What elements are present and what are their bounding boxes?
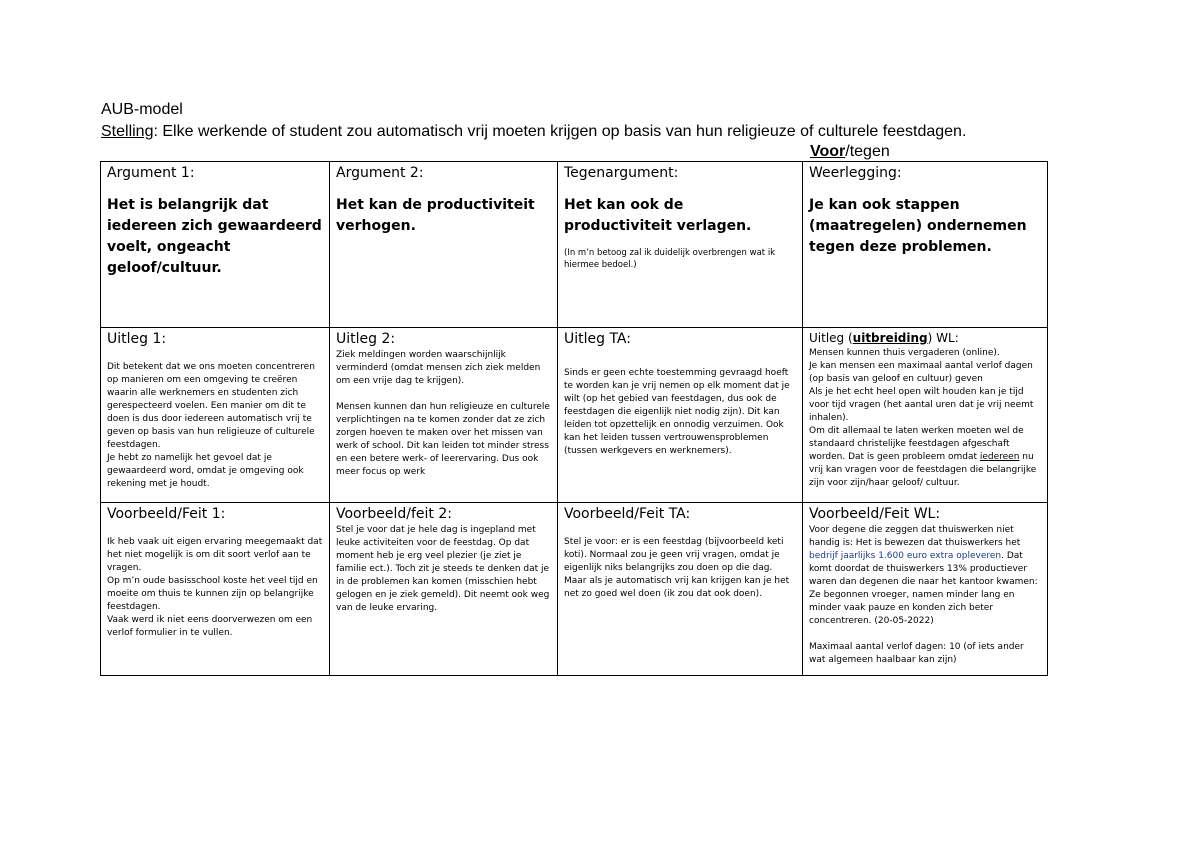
body-part: nu vrij kan vragen voor de feestdagen die belangrijke zijn voor zijn/haar geloof/ cultuur. xyxy=(809,452,1037,488)
cell-header xyxy=(809,331,1041,345)
stelling-line xyxy=(101,123,966,141)
header-underlined: uitbreiding xyxy=(852,331,928,345)
cell-voorbeeld-1 xyxy=(101,503,330,676)
cell-header: Voorbeeld/feit 2: xyxy=(336,506,452,522)
body-underlined: iedereen xyxy=(979,452,1020,462)
cell-header: Uitleg 2: xyxy=(336,331,396,347)
cell-uitleg-2 xyxy=(330,328,558,503)
cell-argument-1 xyxy=(101,162,330,328)
cell-body: Mensen kunnen dan hun religieuze en culturele verplichtingen na te komen zonder dat ze zich zorgen hoeven te maken over het missen van werk of school. Dit kan leiden tot minder stress en een betere werk- of leerervaring. Dus ook meer focus op werk xyxy=(336,402,550,477)
cell-body xyxy=(809,524,1041,628)
cell-uitleg-wl xyxy=(803,328,1048,503)
cell-body: Ik heb vaak uit eigen ervaring meegemaakt dat het niet mogelijk is om dit soort verlof aan te vragen. Op m’n oude basisschool koste het veel tijd en moeite om thuis te kunnen zijn op belangrijke feestdagen. Vaak werd ik niet eens doorverwezen om een verlof formulier in te vullen. xyxy=(107,537,323,638)
stance-rest: /tegen xyxy=(845,143,890,160)
stelling-label: Stelling xyxy=(101,123,154,140)
table-row xyxy=(101,162,1048,328)
stance-voor: Voor xyxy=(810,143,846,160)
cell-voorbeeld-ta xyxy=(558,503,803,676)
cell-voorbeeld-2 xyxy=(330,503,558,676)
cell-weerlegging xyxy=(803,162,1048,328)
cell-voorbeeld-wl xyxy=(803,503,1048,676)
cell-statement: Het kan de productiviteit verhogen. xyxy=(336,197,535,234)
table-row xyxy=(101,328,1048,503)
cell-header: Uitleg 1: xyxy=(107,331,167,347)
aub-table xyxy=(100,161,1048,676)
cell-note: (In m’n betoog zal ik duidelijk overbrengen wat ik hiermee bedoel.) xyxy=(564,248,776,270)
stelling-text: : Elke werkende of student zou automatisch vrij moeten krijgen op basis van hun religieuze of culturele feestdagen. xyxy=(153,123,967,140)
cell-body: Dit betekent dat we ons moeten concentreren op manieren om een omgeving te creëren waarin alle werknemers en studenten zich gerespecteerd voelen. Een manier om dit te doen is dus door iedereen automatisch vrij te geven op basis van hun religieuze of culturele feestdagen. Je hebt zo namelijk het gevoel dat je gewaardeerd word, omdat je omgeving ook rekening met je houdt. xyxy=(107,362,315,489)
cell-header: Voorbeeld/Feit WL: xyxy=(809,506,941,522)
cell-header: Argument 1: xyxy=(107,165,195,181)
header-part: ) WL: xyxy=(927,331,959,345)
cell-body: Ziek meldingen worden waarschijnlijk verminderd (omdat mensen zich ziek melden om een vrije dag te krijgen). xyxy=(336,350,541,386)
cell-statement: Je kan ook stappen (maatregelen) ondernemen tegen deze problemen. xyxy=(809,197,1027,255)
cell-body: Stel je voor dat je hele dag is ingepland met leuke activiteiten voor de feestdag. Op dat moment heb je erg veel plezier (je ziet je familie ect.). Toch zit je steeds te denken dat je in de problemen kan komen (misschien hebt gelogen en je ziek gemeld). Dit neemt ook weg van de leuke ervaring. xyxy=(336,525,550,613)
cell-tegenargument xyxy=(558,162,803,328)
cell-header: Argument 2: xyxy=(336,165,424,181)
cell-body: Sinds er geen echte toestemming gevraagd hoeft te worden kan je vrij nemen op elk moment dat je wilt (op het gebied van feestdagen, dus ook de feestdagen die eigenlijk niet nodig zijn). Dit kan leiden tot opzettelijk en onnodig verzuimen. Ook kan het leiden tussen vertrouwensproblemen (tussen werkgevers en werknemers). xyxy=(564,368,790,456)
body-part: . Dat komt doordat de thuiswerkers 13% productiever waren dan degenen die naar het kantoor kwamen: Ze begonnen vroeger, namen minder lang en minder vaak pauze en konden zich beter concentreren. (20-05-2022) xyxy=(809,551,1038,626)
cell-argument-2 xyxy=(330,162,558,328)
cell-statement: Het kan ook de productiviteit verlagen. xyxy=(564,197,752,234)
cell-uitleg-1 xyxy=(101,328,330,503)
body-part: Voor degene die zeggen dat thuiswerken niet handig is: Het is bewezen dat thuiswerkers het xyxy=(809,525,1021,548)
cell-uitleg-ta xyxy=(558,328,803,503)
cell-header: Weerlegging: xyxy=(809,165,902,181)
body-highlight: bedrijf jaarlijks 1.600 euro extra opleveren xyxy=(809,551,1002,561)
cell-body xyxy=(809,347,1041,490)
cell-header: Voorbeeld/Feit 1: xyxy=(107,506,226,522)
cell-body: Maximaal aantal verlof dagen: 10 (of iets ander wat algemeen haalbaar kan zijn) xyxy=(809,642,1024,665)
cell-header: Uitleg TA: xyxy=(564,331,631,347)
cell-header: Tegenargument: xyxy=(564,165,679,181)
header-part: Uitleg ( xyxy=(809,331,853,345)
stance-indicator xyxy=(810,143,890,161)
body-part: Mensen kunnen thuis vergaderen (online). Je kan mensen een maximaal aantal verlof dagen (op basis van geloof en cultuur) geven Als je het echt heel open wilt houden kan je tijd voor tijd vragen (het aantal uren dat je vrij neemt inhalen). Om dit allemaal te laten werken moeten wel de standaard christelijke feestdagen afgeschaft worden. Dat is geen probleem omdat xyxy=(809,348,1034,462)
table-row xyxy=(101,503,1048,676)
page-title: AUB-model xyxy=(101,101,183,118)
cell-header: Voorbeeld/Feit TA: xyxy=(564,506,691,522)
cell-statement: Het is belangrijk dat iedereen zich gewaardeerd voelt, ongeacht geloof/cultuur. xyxy=(107,197,322,276)
cell-body: Stel je voor: er is een feestdag (bijvoorbeeld keti koti). Normaal zou je geen vrij vragen, omdat je eigenlijk niks belangrijks zou doen op die dag. Maar als je automatisch vrij kan krijgen kan je het net zo goed wel doen (ik zou dat ook doen). xyxy=(564,537,790,599)
